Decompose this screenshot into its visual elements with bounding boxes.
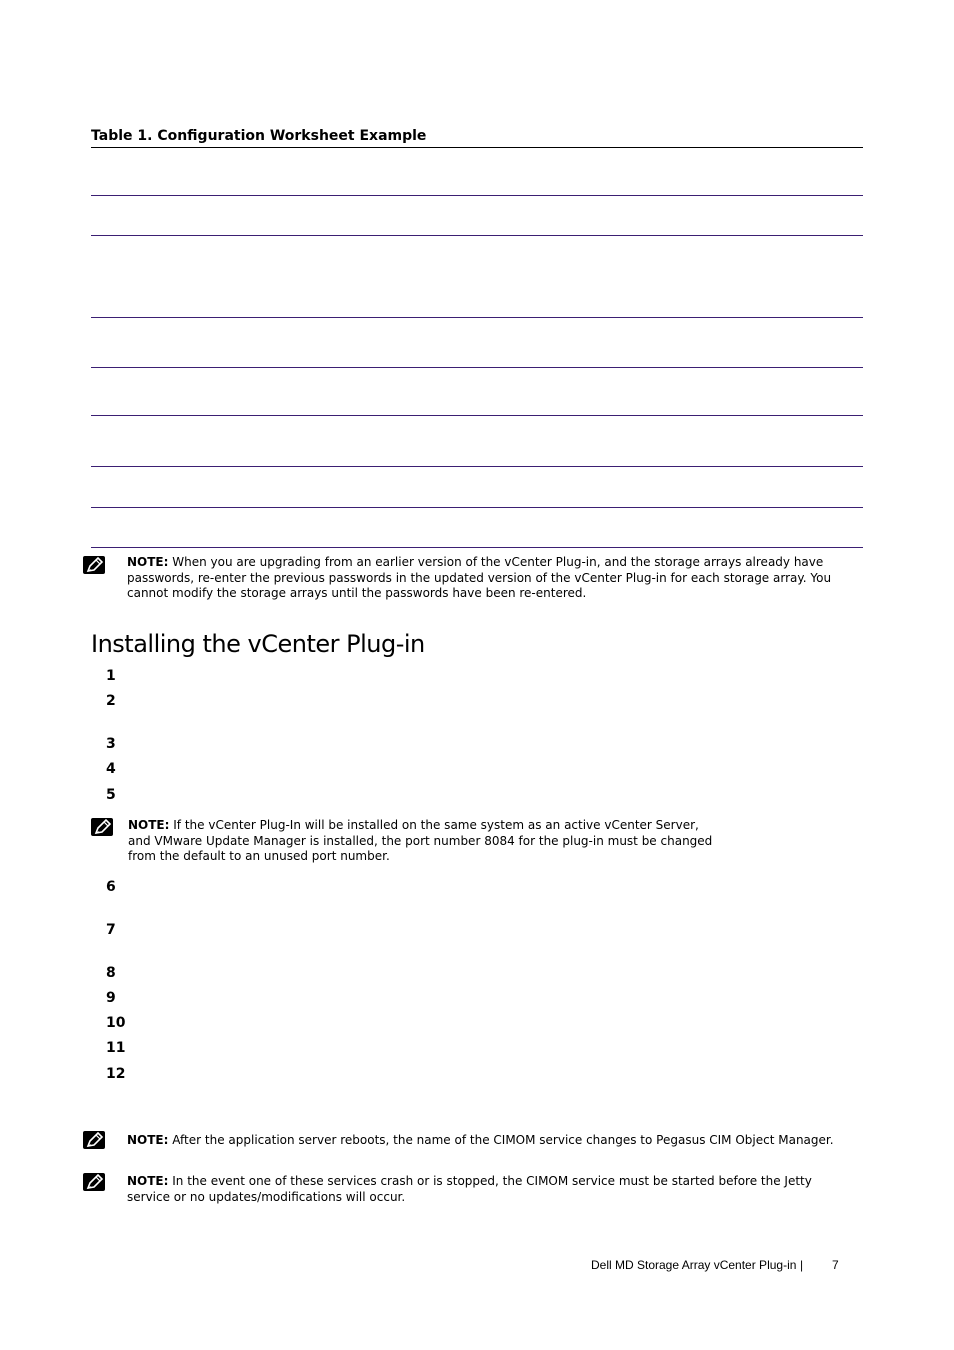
note-port-number bbox=[128, 818, 718, 865]
step-number: 5 bbox=[106, 787, 116, 803]
step-number: 7 bbox=[106, 922, 116, 938]
note-pencil-icon bbox=[83, 1173, 105, 1191]
table-row-rule bbox=[91, 507, 863, 508]
note-label: NOTE: bbox=[127, 1174, 169, 1188]
note-label: NOTE: bbox=[127, 1133, 169, 1147]
table-caption: Table 1. Configuration Worksheet Example bbox=[91, 128, 427, 144]
note-label: NOTE: bbox=[128, 818, 170, 832]
table-row-rule bbox=[91, 367, 863, 368]
note-pencil-icon bbox=[83, 556, 105, 574]
section-title: Installing the vCenter Plug-in bbox=[91, 630, 425, 658]
note-cimom-rename bbox=[127, 1133, 847, 1149]
step-number: 11 bbox=[106, 1040, 126, 1056]
table-row-rule bbox=[91, 235, 863, 236]
table-top-rule bbox=[91, 147, 863, 148]
step-number: 2 bbox=[106, 693, 116, 709]
footer-separator: | bbox=[800, 1258, 804, 1272]
table-row-rule bbox=[91, 195, 863, 196]
footer-page-number: 7 bbox=[832, 1258, 839, 1272]
step-number: 3 bbox=[106, 736, 116, 752]
table-row-rule bbox=[91, 317, 863, 318]
note-text: If the vCenter Plug-In will be installed on the same system as an active vCenter Server, and VMware Update Manager is installed, the port number 8084 for the plug-in must be changed from the default to an unused port number. bbox=[128, 818, 713, 863]
footer-doc-title: Dell MD Storage Array vCenter Plug-in bbox=[591, 1258, 797, 1272]
table-row-rule bbox=[91, 415, 863, 416]
note-upgrade-passwords bbox=[127, 555, 847, 602]
note-pencil-icon bbox=[83, 1131, 105, 1149]
step-number: 9 bbox=[106, 990, 116, 1006]
note-text: After the application server reboots, the name of the CIMOM service changes to Pegasus CIM Object Manager. bbox=[172, 1133, 834, 1147]
step-number: 12 bbox=[106, 1066, 126, 1082]
note-service-order bbox=[127, 1174, 847, 1205]
step-number: 6 bbox=[106, 879, 116, 895]
table-row-rule bbox=[91, 547, 863, 548]
step-number: 4 bbox=[106, 761, 116, 777]
step-number: 1 bbox=[106, 668, 116, 684]
step-number: 10 bbox=[106, 1015, 126, 1031]
note-label: NOTE: bbox=[127, 555, 169, 569]
step-number: 8 bbox=[106, 965, 116, 981]
note-pencil-icon bbox=[91, 818, 113, 836]
note-text: When you are upgrading from an earlier version of the vCenter Plug-in, and the storage arrays already have passwords, re-enter the previous passwords in the updated version of the vCenter Plug-in for each storage array. You cannot modify the storage arrays until the passwords have been re-entered. bbox=[127, 555, 832, 600]
note-text: In the event one of these services crash or is stopped, the CIMOM service must be started before the Jetty service or no updates/modifications will occur. bbox=[127, 1174, 812, 1204]
table-row-rule bbox=[91, 466, 863, 467]
